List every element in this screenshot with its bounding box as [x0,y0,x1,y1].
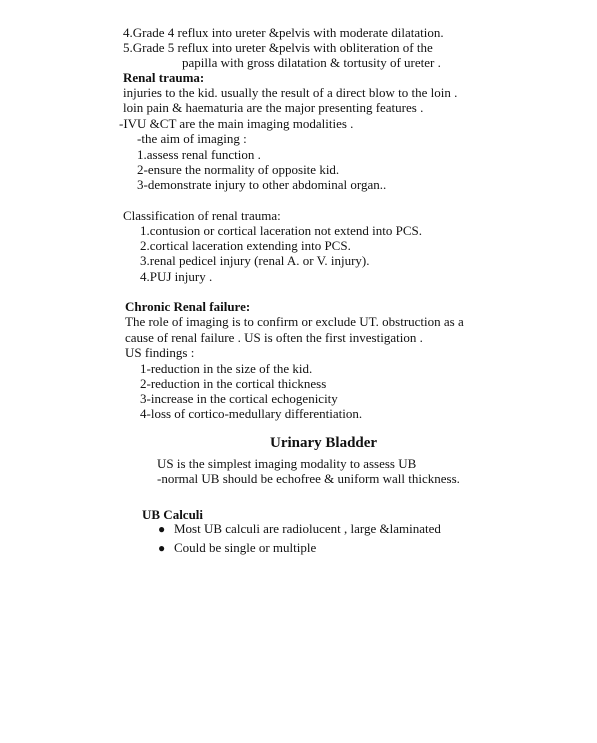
finding-item: 2-reduction in the cortical thickness [140,376,327,391]
renal-trauma-line: loin pain & haematuria are the major presenting features . [123,100,424,115]
aim-item: 2-ensure the normality of opposite kid. [137,162,340,177]
bullet-icon: ● [158,541,166,555]
classification-item: 3.renal pedicel injury (renal A. or V. injury). [140,253,370,268]
aim-item: 1.assess renal function . [137,147,261,162]
classification-title: Classification of renal trauma: [123,208,281,223]
bladder-line: -normal UB should be echofree & uniform wall thickness. [157,471,460,486]
classification-item: 2.cortical laceration extending into PCS. [140,238,351,253]
urinary-bladder-heading: Urinary Bladder [270,435,378,451]
crf-line: cause of renal failure . US is often the first investigation . [125,330,423,345]
renal-trauma-line: injuries to the kid. usually the result of a direct blow to the loin . [123,85,458,100]
aim-item: 3-demonstrate injury to other abdominal organ.. [137,177,387,192]
finding-item: 4-loss of cortico-medullary differentiation. [140,406,363,421]
renal-trauma-heading: Renal trauma: [123,70,205,85]
finding-item: 1-reduction in the size of the kid. [140,361,313,376]
finding-item: 3-increase in the cortical echogenicity [140,391,338,406]
calculi-bullet: Could be single or multiple [174,540,317,555]
grade-4-line: 4.Grade 4 reflux into ureter &pelvis with moderate dilatation. [123,25,444,40]
classification-item: 4.PUJ injury . [140,269,213,284]
aim-of-imaging: -the aim of imaging : [137,131,247,146]
grade-5-continuation: papilla with gross dilatation & tortusity of ureter . [182,55,441,70]
us-findings-title: US findings : [125,345,195,360]
calculi-bullet: Most UB calculi are radiolucent , large &laminated [174,521,441,536]
grade-5-line: 5.Grade 5 reflux into ureter &pelvis with obliteration of the [123,40,433,55]
bladder-line: US is the simplest imaging modality to assess UB [157,456,417,471]
renal-trauma-line: -IVU &CT are the main imaging modalities . [119,116,354,131]
classification-item: 1.contusion or cortical laceration not extend into PCS. [140,223,422,238]
bullet-icon: ● [158,522,166,536]
crf-heading: Chronic Renal failure: [125,299,251,314]
crf-line: The role of imaging is to confirm or exclude UT. obstruction as a [125,314,464,329]
ub-calculi-heading: UB Calculi [142,507,204,522]
